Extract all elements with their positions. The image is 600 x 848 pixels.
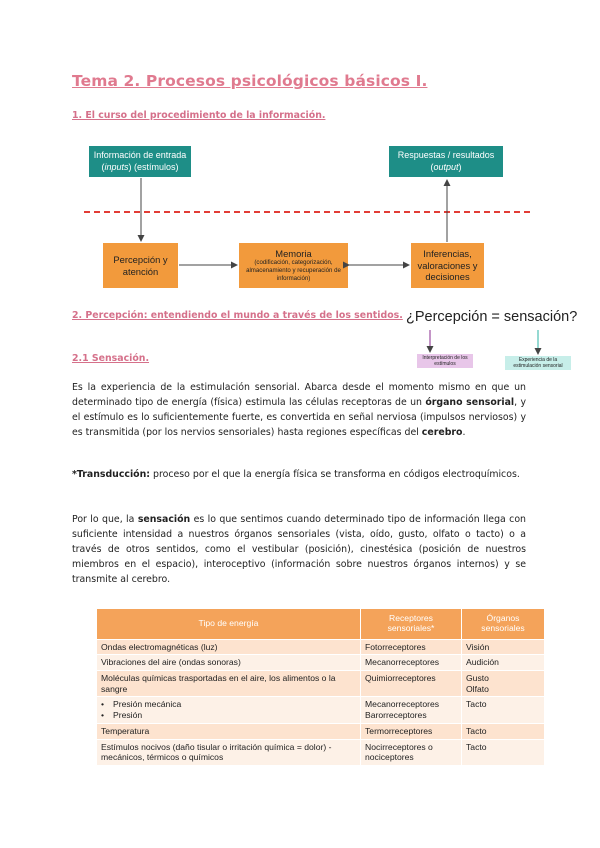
header-receptors: Receptores sensoriales* [361, 609, 462, 639]
organ-cell [462, 723, 545, 739]
receptor-cell-line: Barorreceptores [365, 710, 427, 721]
energy-cell [97, 697, 361, 723]
organ-cell [462, 655, 545, 671]
receptor-cell-line: Mecanorreceptores [365, 657, 440, 668]
header-energy: Tipo de energía [97, 609, 361, 639]
receptor-cell [361, 639, 462, 655]
transduction-term: *Transducción: [72, 469, 151, 480]
organ-cell-line: Audición [466, 657, 499, 668]
section-heading-1: 1. El curso del procedimiento de la información. [72, 110, 326, 121]
organ-cell [462, 697, 545, 723]
input-label: Información de entrada [93, 150, 187, 161]
energy-cell [97, 639, 361, 655]
interpretation-tag: Interpretación de los estímulos [417, 354, 473, 368]
section-heading-2-1: 2.1 Sensación. [72, 353, 150, 364]
receptor-cell [361, 655, 462, 671]
receptor-cell [361, 739, 462, 765]
energy-cell-line: Moléculas químicas trasportadas en el aire, los alimentos o la sangre [101, 672, 336, 694]
table-row [97, 639, 544, 655]
organ-cell [462, 670, 545, 696]
energy-receptor-table [97, 609, 544, 765]
transduction-paragraph: *Transducción: proceso por el que la energía física se transforma en códigos electroquímicos. [72, 469, 520, 480]
organ-cell [462, 639, 545, 655]
organ-cell [462, 739, 545, 765]
receptor-cell [361, 697, 462, 723]
table-row [97, 655, 544, 671]
receptor-cell-line: Quimiorreceptores [365, 672, 436, 683]
energy-cell-line: Ondas electromagnéticas (luz) [101, 641, 218, 652]
organ-cell-line: Gusto [466, 672, 489, 683]
input-stimuli: (estímulos) [131, 161, 179, 172]
energy-cell-line: Temperatura [101, 725, 150, 736]
energy-cell [97, 670, 361, 696]
receptor-cell-line: Fotorreceptores [365, 641, 426, 652]
energy-cell [97, 723, 361, 739]
inputs-term: inputs [104, 161, 129, 172]
sensation-term: sensación [137, 514, 191, 525]
sensation-paragraph: Es la experiencia de la estimulación sensorial. Abarca desde el momento mismo en que un determinado tipo de energía (física) estimula las células receptoras de un órgano sensorial, y el estímulo es lo suficientemente fuerte, es convertida en señal nerviosa (impulsos nerviosos) y es transmitida (por los nervios sensoriales) hasta regiones específicas del cerebro. [72, 382, 526, 438]
perception-sensation-question: ¿Percepción = sensación? [406, 309, 578, 325]
input-box: Información de entrada (inputs) (estímulos) [89, 146, 191, 177]
energy-cell [97, 739, 361, 765]
receptor-cell [361, 723, 462, 739]
memory-subtitle: (codificación, categorización, almacenamiento y recuperación de información) [246, 259, 341, 283]
section-heading-2: 2. Percepción: entendiendo el mundo a través de los sentidos. [72, 310, 403, 321]
perception-label: Percepción y atención [113, 253, 168, 277]
energy-cell [97, 655, 361, 671]
receptor-cell-line: Nocirreceptores o nociceptores [365, 741, 433, 763]
organ-cell-line: Tacto [466, 725, 487, 736]
inference-label: Inferencias, valoraciones y decisiones [417, 247, 478, 283]
organ-cell-line: Visión [466, 641, 490, 652]
output-label: Respuestas / resultados [397, 150, 495, 161]
energy-cell-line: Estímulos nocivos (daño tisular o irritación química = dolor) - mecánicos, térmicos o químicos [101, 741, 332, 763]
sensory-organ-term: órgano sensorial [425, 397, 515, 408]
memory-title: Memoria [275, 247, 312, 259]
output-term: output [433, 161, 459, 172]
organ-cell-line: Olfato [466, 683, 489, 694]
output-box: Respuestas / resultados (output) [389, 146, 503, 177]
receptor-cell [361, 670, 462, 696]
energy-cell-line: • Presión mecánica [101, 699, 356, 710]
organ-cell-line: Tacto [466, 741, 487, 752]
receptor-cell-line: Mecanorreceptores [365, 699, 440, 710]
sensation-definition-paragraph: Por lo que, la sensación es lo que sentimos cuando determinado tipo de información llega con suficiente intensidad a nuestros órganos sensoriales (vista, oído, gusto, olfato o tacto) o a través de otros sentidos, como el vestibular (posición), cinestésica (posición de nuestros miembros en el espacio), interoceptivo (información sobre nuestros órganos internos) y se transmite al cerebro. [72, 514, 526, 585]
brain-term: cerebro [421, 427, 463, 438]
receptor-cell-line: Termorreceptores [365, 725, 433, 736]
table-row [97, 739, 544, 765]
energy-cell-line: • Presión [101, 710, 356, 721]
table-row [97, 723, 544, 739]
organ-cell-line: Tacto [466, 699, 487, 710]
page-title: Tema 2. Procesos psicológicos básicos I. [72, 72, 428, 90]
experience-tag: Experiencia de la estimulación sensorial [505, 356, 571, 370]
table-row [97, 697, 544, 723]
table-row [97, 670, 544, 696]
energy-cell-line: Vibraciones del aire (ondas sonoras) [101, 657, 241, 668]
header-organs: Órganos sensoriales [462, 609, 545, 639]
